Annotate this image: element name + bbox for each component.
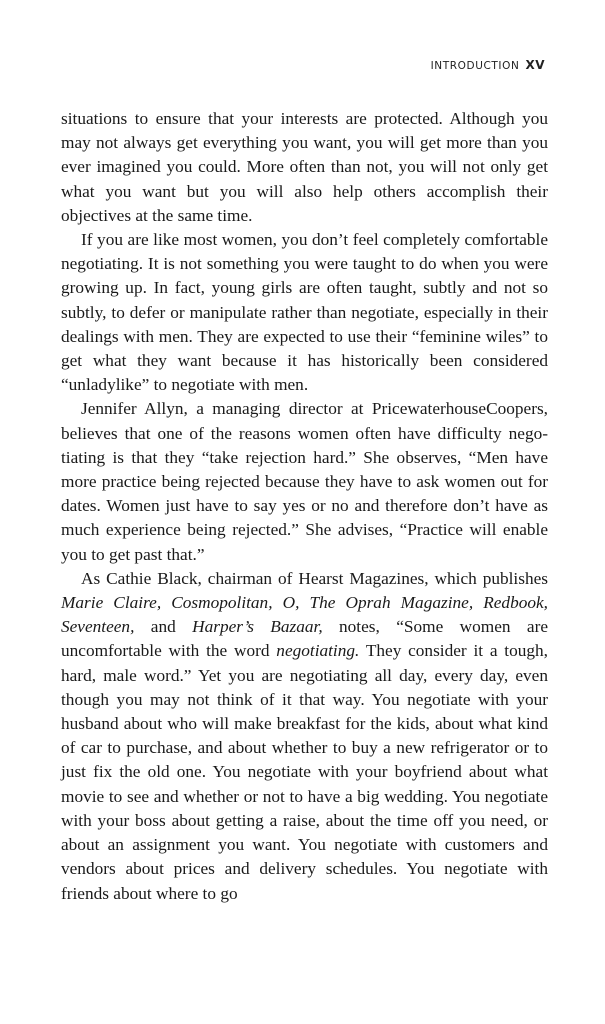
page-number: XV	[525, 58, 545, 72]
magazine-titles: Marie Claire, Cosmopolitan, O, The Oprah Magazine, Redbook, Seventeen,	[61, 593, 548, 637]
paragraph-4-text-4: They consider it a tough, hard, male word.” Yet you are negotiating all day, every day, even though you may not think of it that way. You negotiate with your husband about who will make breakfast for the kids, about what kind of car to purchase, and about whether to buy a new refrigerator or to just fix the old one. You negotiate with your boyfriend about what movie to see and whether or not to have a big wedding. You negotiate with your boss about getting a raise, about the time off you need, or about an assignment you want. You negotiate with customers and vendors about prices and delivery schedules. You negotiate with friends about where to go	[61, 641, 548, 903]
paragraph-2: If you are like most women, you don’t feel completely comfortable negotiating. It is not something you were taught to do when you were growing up. In fact, young girls are often taught, subtly and not so subtly, to defer or manipulate rather than negotiate, especially in their dealings with men. They are expected to use their “feminine wiles” to get what they want because it has historically been considered “unladylike” to negotiate with men.	[61, 230, 548, 395]
running-header	[431, 58, 545, 72]
body-text	[61, 107, 548, 906]
emphasized-word: negotiating.	[276, 641, 360, 661]
paragraph-4-text-3: notes, “Some women are uncomfortable with the word	[61, 617, 548, 661]
paragraph-1: situations to ensure that your interests are protected. Although you may not always get everything you want, you will get more than you ever imagined you could. More often than not, you will not only get what you want but you will also help others accomplish their objectives at the same time.	[61, 109, 548, 225]
paragraph-4-text-1: As Cathie Black, chairman of Hearst Magazines, which publishes	[81, 568, 548, 588]
magazine-title-harpers: Harper’s Bazaar,	[192, 617, 323, 637]
paragraph-4-text-2: and	[134, 617, 193, 637]
paragraph-3: Jennifer Allyn, a managing director at PricewaterhouseCoopers, believes that one of the reasons women often have difficulty negotiating is that they “take rejection hard.” She observes, “Men have more practice being rejected because they have to ask women out for dates. Women just have to say yes or no and therefore don’t have as much experience being rejected.” She advises, “Practice will enable you to get past that.”	[61, 399, 548, 564]
paragraph-4	[61, 567, 548, 906]
section-title: INTRODUCTION	[430, 60, 520, 72]
